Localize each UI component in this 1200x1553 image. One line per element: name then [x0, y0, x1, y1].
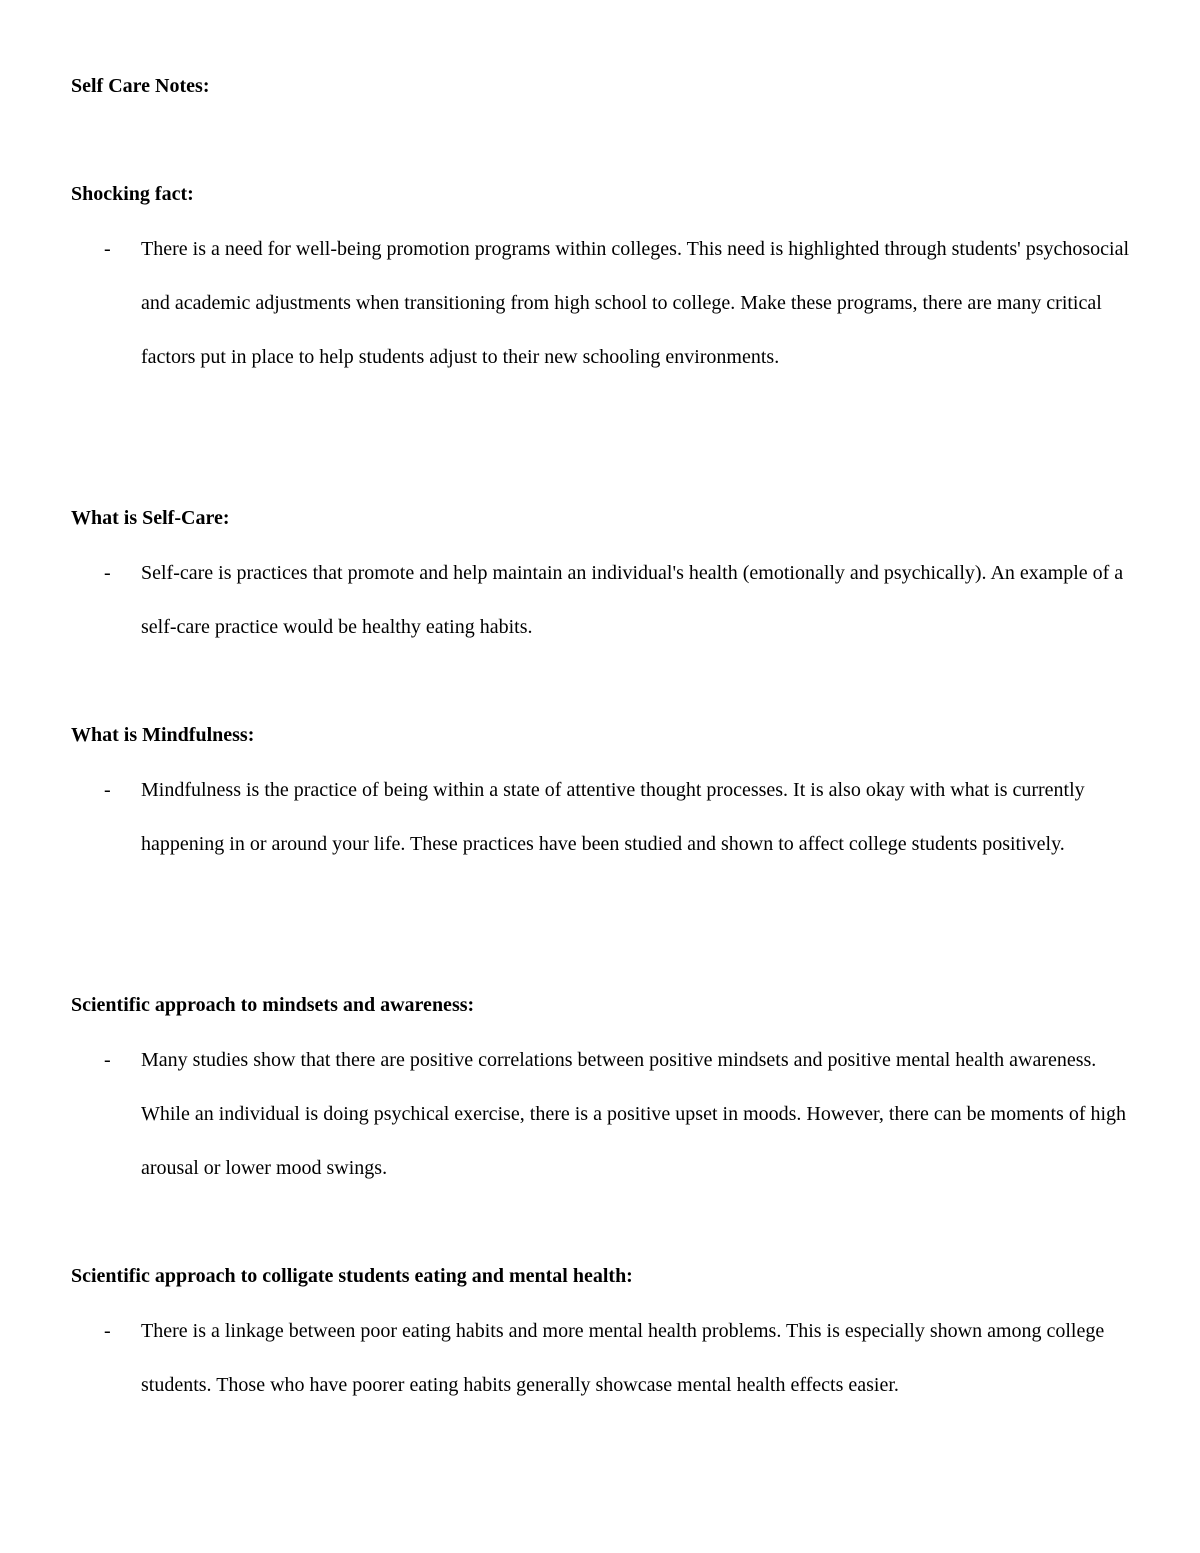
- section-heading: What is Self-Care:: [71, 507, 230, 529]
- section-eating-mental-health: [71, 1263, 1141, 1412]
- bullet-marker: -: [104, 1049, 111, 1071]
- section-what-is-mindfulness: [71, 722, 1141, 871]
- bullet-item: [71, 546, 1141, 654]
- section-mindsets-awareness: [71, 992, 1141, 1195]
- bullet-text: There is a need for well-being promotion programs within colleges. This need is highlighted through students' psychosocial and academic adjustments when transitioning from high school to college. Make these programs, there are many critical factors put in place to help students adjust to their new schooling environments.: [141, 238, 1130, 368]
- section-heading: Scientific approach to mindsets and awareness:: [71, 994, 475, 1016]
- bullet-text: Self-care is practices that promote and help maintain an individual's health (emotionally and psychically). An example of a self-care practice would be healthy eating habits.: [141, 562, 1124, 638]
- bullet-text: Many studies show that there are positive correlations between positive mindsets and positive mental health awareness. While an individual is doing psychical exercise, there is a positive upset in moods. However, there can be moments of high arousal or lower mood swings.: [141, 1049, 1127, 1179]
- section-shocking-fact: [71, 181, 1141, 384]
- bullet-marker: -: [104, 779, 111, 801]
- section-heading: Shocking fact:: [71, 183, 194, 205]
- section-heading: What is Mindfulness:: [71, 724, 255, 746]
- bullet-text: Mindfulness is the practice of being within a state of attentive thought processes. It is also okay with what is currently happening in or around your life. These practices have been studied and shown to affect college students positively.: [141, 779, 1085, 855]
- bullet-marker: -: [104, 562, 111, 584]
- bullet-item: [71, 763, 1141, 871]
- document-title: Self Care Notes:: [71, 75, 210, 97]
- bullet-item: [71, 1033, 1141, 1195]
- section-what-is-self-care: [71, 505, 1141, 654]
- section-heading: Scientific approach to colligate students eating and mental health:: [71, 1265, 633, 1287]
- bullet-marker: -: [104, 238, 111, 260]
- bullet-item: [71, 1304, 1141, 1412]
- bullet-text: There is a linkage between poor eating habits and more mental health problems. This is especially shown among college students. Those who have poorer eating habits generally showcase mental health effects easier.: [141, 1320, 1105, 1396]
- bullet-item: [71, 222, 1141, 384]
- bullet-marker: -: [104, 1320, 111, 1342]
